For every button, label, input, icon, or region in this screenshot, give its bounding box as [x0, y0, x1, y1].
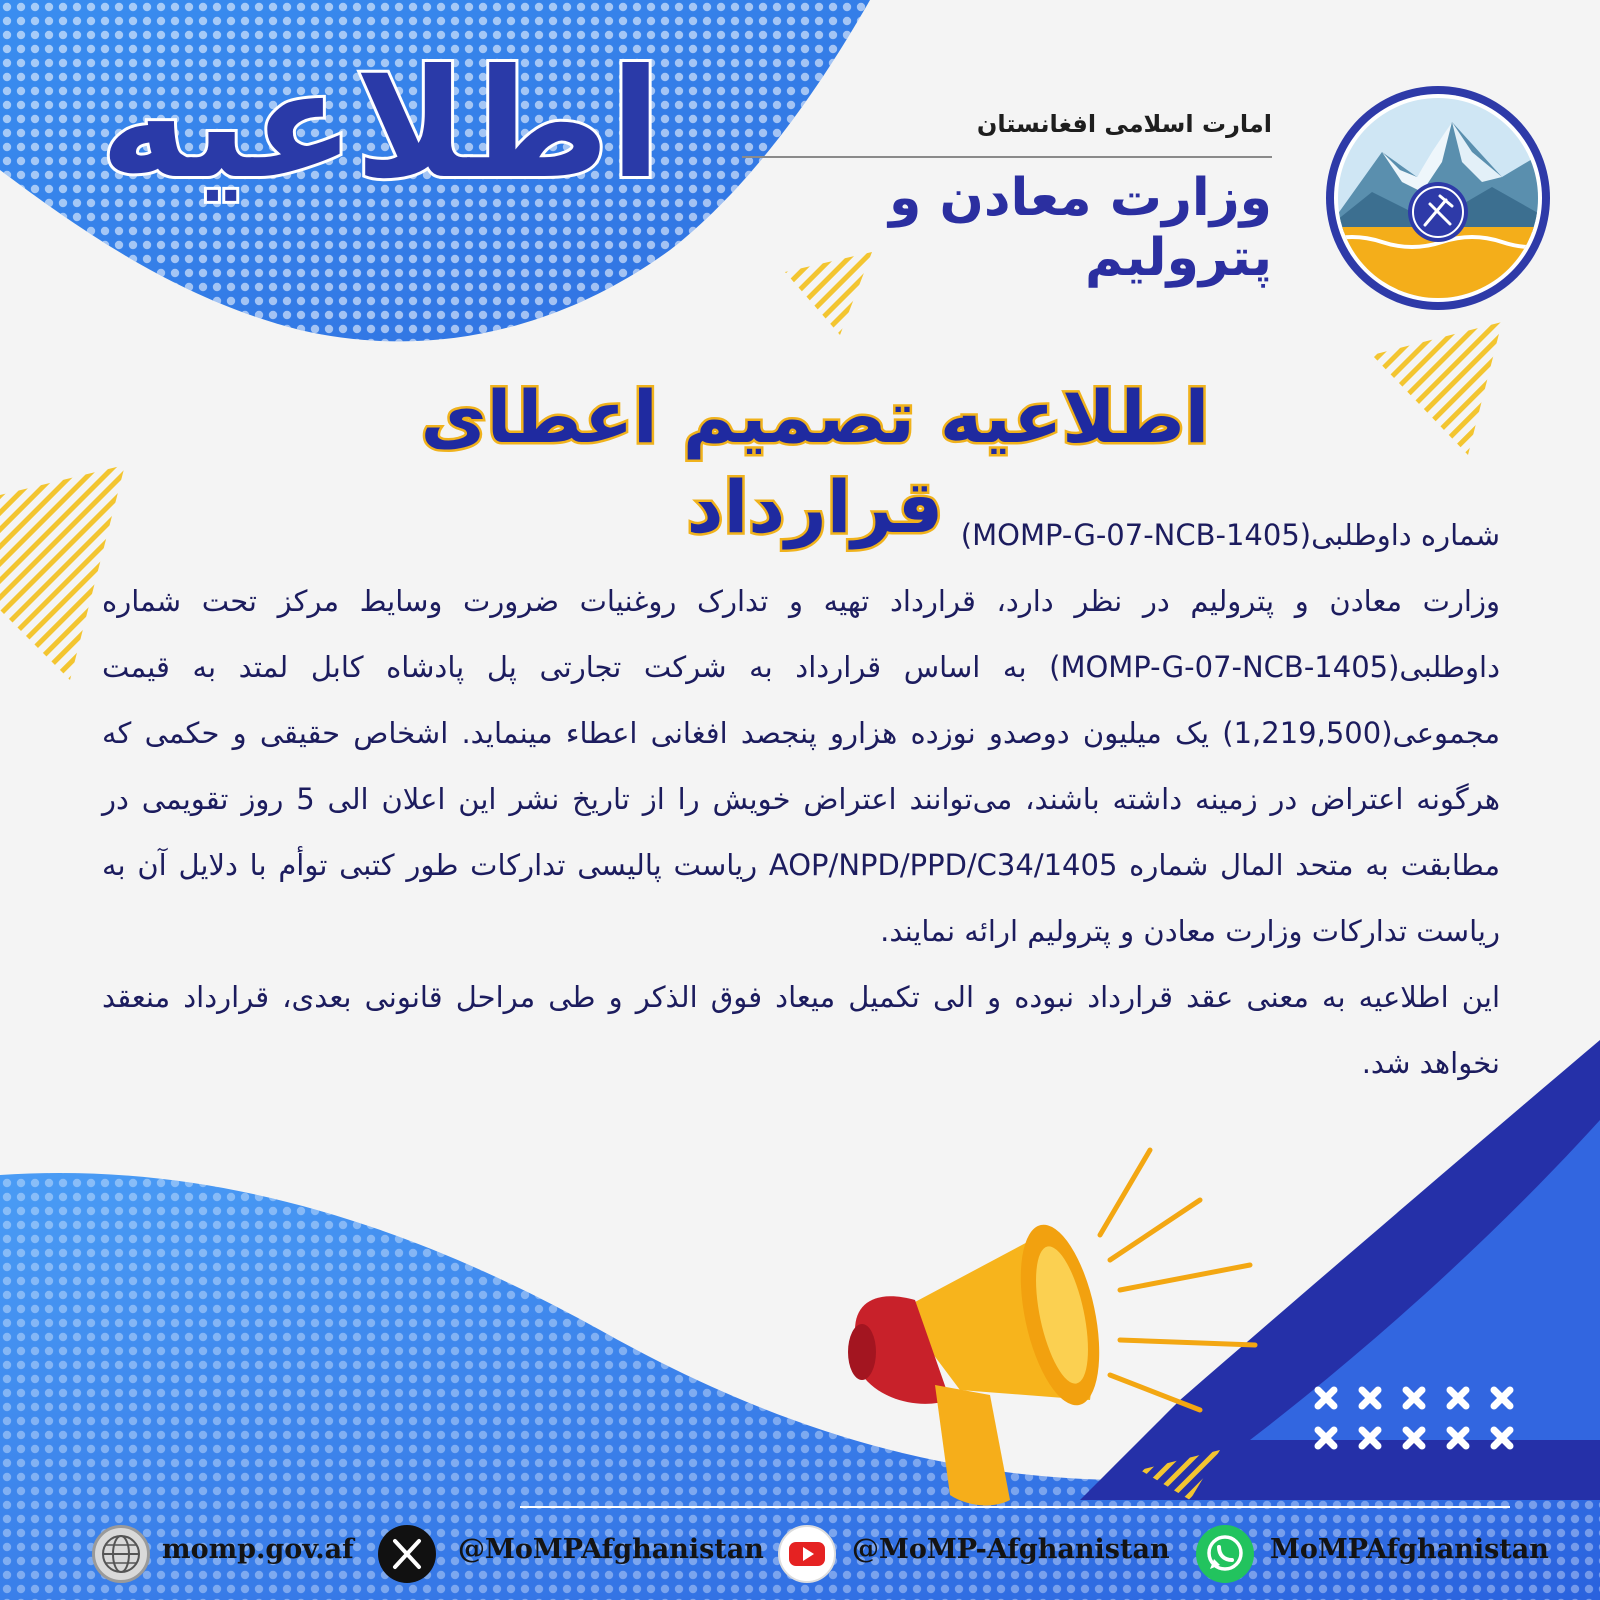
x-handle-link[interactable]: @MoMPAfghanistan [458, 1534, 764, 1565]
x-icon [378, 1525, 436, 1583]
whatsapp-icon [1196, 1525, 1254, 1583]
youtube-icon [778, 1525, 836, 1583]
notice-paragraph: وزارت معادن و پترولیم در نظر دارد، قرارداد تهیه و تدارک روغنیات ضرورت وسایط مرکز تحت شماره داوطلبی(MOMP-G-07-NCB-1405) به اساس قرارداد به شرکت تجارتی پل پادشاه کابل لمتد به قیمت مجموعی(1,219,500) یک میلیون دوصدو نوزده هزارو پنجصد افغانی اعطاء مینماید. اشخاص حقیقی و حکمی که هرگونه اعتراض در زمینه داشته باشند، می‌توانند اعتراض خویش را از تاریخ نشر این اعلان الی 5 روز تقویمی در مطابقت به متحد المال شماره AOP/NPD/PPD/C34/1405 ریاست پالیسی تدارکات طور کتبی توأم با دلایل آن به ریاست تدارکات وزارت معادن و پترولیم ارائه نمایند. [102, 584, 1500, 948]
ministry-mountain-logo-icon [1322, 82, 1554, 314]
notice-disclaimer: این اطلاعیه به معنی عقد قرارداد نبوده و الی تکمیل میعاد فوق الذکر و طی مراحل قانونی بعدی، قرارداد منعقد نخواهد شد. [102, 980, 1500, 1080]
tender-number-line: شماره داوطلبی(MOMP-G-07-NCB-1405) [960, 518, 1500, 552]
youtube-handle-link[interactable]: @MoMP-Afghanistan [852, 1534, 1170, 1565]
whatsapp-handle-link[interactable]: MoMPAfghanistan [1270, 1534, 1549, 1565]
footer-links [0, 1510, 1600, 1590]
globe-icon [92, 1525, 150, 1583]
footer-divider [520, 1506, 1510, 1508]
notice-body [102, 502, 1500, 1096]
country-name: امارت اسلامی افغانستان [976, 110, 1272, 138]
notice-heading: اطلاعیه تصمیم اعطای قرارداد [420, 375, 1210, 549]
header-divider [742, 156, 1272, 158]
corner-title: اطلاعیه [100, 38, 662, 212]
ministry-name: وزارت معادن و پترولیم [889, 168, 1272, 288]
website-link[interactable]: momp.gov.af [162, 1534, 354, 1565]
